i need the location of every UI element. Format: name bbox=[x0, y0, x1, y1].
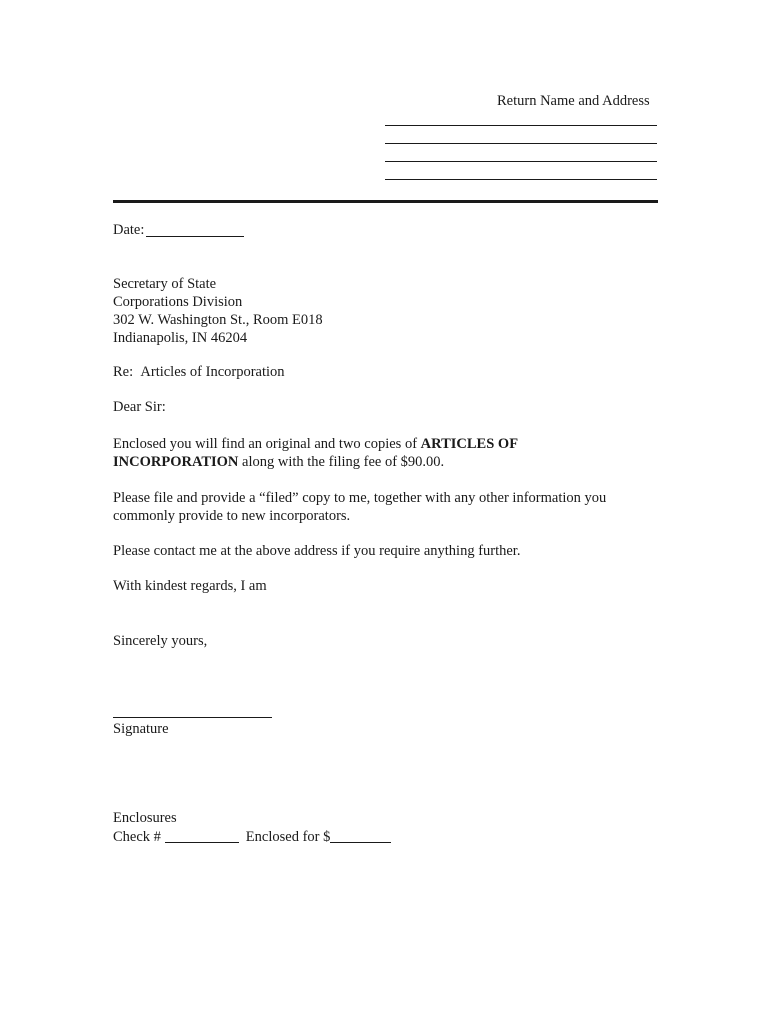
re-line bbox=[113, 364, 285, 381]
para1-bold-articles: ARTICLES OF bbox=[420, 436, 519, 452]
return-address-line-3[interactable] bbox=[385, 161, 657, 162]
date-field-line[interactable] bbox=[146, 236, 244, 237]
recipient-address bbox=[113, 275, 323, 347]
enclosed-amount-field[interactable] bbox=[330, 828, 391, 843]
signature-line[interactable] bbox=[113, 717, 272, 718]
paragraph-file-request bbox=[113, 489, 606, 525]
enclosures-label: Enclosures bbox=[113, 810, 177, 826]
para2-line: commonly provide to new incorporators. bbox=[113, 508, 351, 524]
check-label: Check # bbox=[113, 829, 161, 845]
return-address-line-2[interactable] bbox=[385, 143, 657, 144]
header-divider bbox=[113, 200, 658, 203]
return-address-line-4[interactable] bbox=[385, 179, 657, 180]
check-row bbox=[113, 828, 391, 846]
para1-bold-incorporation: INCORPORATION bbox=[113, 454, 239, 470]
check-number-field[interactable] bbox=[165, 828, 239, 843]
recipient-line: Corporations Division bbox=[113, 294, 243, 310]
para1-fee-text: along with the filing fee of $90.00. bbox=[238, 454, 445, 470]
paragraph-contact: Please contact me at the above address if you require anything further. bbox=[113, 543, 521, 559]
closing-sincerely: Sincerely yours, bbox=[113, 633, 208, 649]
date-label: Date: bbox=[113, 222, 145, 238]
signature-label: Signature bbox=[113, 721, 169, 737]
paragraph-enclosed bbox=[113, 435, 518, 471]
return-address-title: Return Name and Address bbox=[497, 93, 650, 109]
re-prefix: Re: bbox=[113, 364, 134, 380]
enclosed-for-label: Enclosed for $ bbox=[245, 829, 331, 845]
return-address-line-1[interactable] bbox=[385, 125, 657, 126]
para2-line: Please file and provide a “filed” copy to me, together with any other information you bbox=[113, 490, 607, 506]
recipient-line: 302 W. Washington St., Room E018 bbox=[113, 312, 323, 328]
closing-regards: With kindest regards, I am bbox=[113, 578, 267, 594]
recipient-line: Indianapolis, IN 46204 bbox=[113, 330, 248, 346]
re-subject: Articles of Incorporation bbox=[140, 364, 285, 380]
para1-text: Enclosed you will find an original and two copies of bbox=[113, 436, 421, 452]
salutation: Dear Sir: bbox=[113, 399, 166, 415]
recipient-line: Secretary of State bbox=[113, 276, 217, 292]
